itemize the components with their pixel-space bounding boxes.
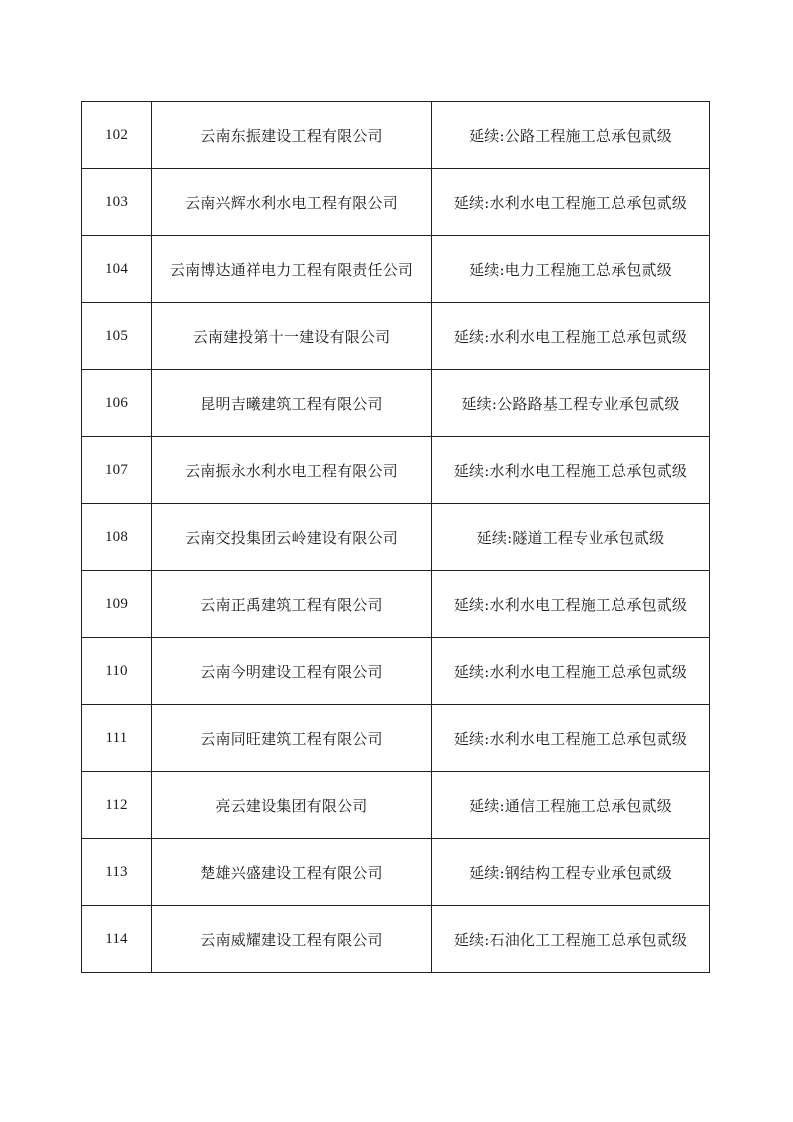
company-name: 云南交投集团云岭建设有限公司 [152,504,432,571]
table-row [82,839,710,906]
row-number: 113 [82,839,152,906]
qualification: 延续:电力工程施工总承包贰级 [432,236,710,303]
table-row [82,504,710,571]
company-name: 云南博达通祥电力工程有限责任公司 [152,236,432,303]
qualification: 延续:水利水电工程施工总承包贰级 [432,705,710,772]
row-number: 107 [82,437,152,504]
company-name: 楚雄兴盛建设工程有限公司 [152,839,432,906]
row-number: 112 [82,772,152,839]
company-name: 云南正禹建筑工程有限公司 [152,571,432,638]
row-number: 114 [82,906,152,973]
company-name: 云南东振建设工程有限公司 [152,102,432,169]
qualification-table [81,101,710,973]
table-row [82,638,710,705]
table-row [82,906,710,973]
table-row [82,236,710,303]
row-number: 110 [82,638,152,705]
table-row [82,102,710,169]
company-name: 云南兴辉水利水电工程有限公司 [152,169,432,236]
row-number: 104 [82,236,152,303]
qualification: 延续:水利水电工程施工总承包贰级 [432,169,710,236]
qualification: 延续:公路路基工程专业承包贰级 [432,370,710,437]
company-name: 云南建投第十一建设有限公司 [152,303,432,370]
company-name: 云南振永水利水电工程有限公司 [152,437,432,504]
row-number: 109 [82,571,152,638]
company-name: 云南同旺建筑工程有限公司 [152,705,432,772]
row-number: 106 [82,370,152,437]
row-number: 111 [82,705,152,772]
table-row [82,437,710,504]
qualification: 延续:钢结构工程专业承包贰级 [432,839,710,906]
table-row [82,370,710,437]
company-name: 云南今明建设工程有限公司 [152,638,432,705]
table-row [82,705,710,772]
row-number: 103 [82,169,152,236]
qualification: 延续:石油化工工程施工总承包贰级 [432,906,710,973]
row-number: 105 [82,303,152,370]
qualification: 延续:水利水电工程施工总承包贰级 [432,303,710,370]
table-row [82,772,710,839]
qualification: 延续:通信工程施工总承包贰级 [432,772,710,839]
qualification: 延续:隧道工程专业承包贰级 [432,504,710,571]
company-name: 云南威耀建设工程有限公司 [152,906,432,973]
qualification: 延续:水利水电工程施工总承包贰级 [432,638,710,705]
qualification: 延续:公路工程施工总承包贰级 [432,102,710,169]
table-body [82,102,710,973]
company-name: 昆明吉曦建筑工程有限公司 [152,370,432,437]
qualification: 延续:水利水电工程施工总承包贰级 [432,571,710,638]
company-name: 亮云建设集团有限公司 [152,772,432,839]
row-number: 108 [82,504,152,571]
table-row [82,169,710,236]
table-row [82,571,710,638]
row-number: 102 [82,102,152,169]
qualification: 延续:水利水电工程施工总承包贰级 [432,437,710,504]
table-row [82,303,710,370]
